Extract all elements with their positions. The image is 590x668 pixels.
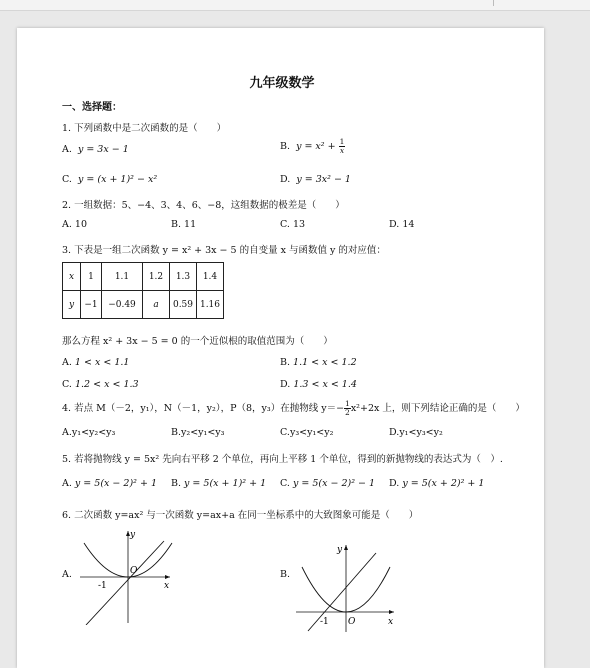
q1-option-b[interactable] [280, 138, 345, 155]
q4-stem-prefix: 4. 若点 M（－2，y₁），N（－1，y₂），P（8，y₃）在抛物线 y＝− [62, 403, 345, 414]
q5-option-d[interactable] [389, 478, 484, 489]
option-expr: y₂<y₁<y₃ [181, 427, 225, 438]
option-expr: 1.3 < x < 1.4 [293, 379, 357, 390]
option-expr: y₁<y₂<y₃ [71, 427, 116, 438]
y-axis-arrow [344, 545, 348, 550]
q4-option-a[interactable] [62, 427, 115, 438]
q5-option-c[interactable] [280, 478, 375, 489]
q5-option-a[interactable] [62, 478, 157, 489]
q6-option-a-label[interactable]: A. [62, 569, 72, 580]
q2-option-c[interactable] [280, 219, 305, 230]
option-label: D. [389, 478, 400, 489]
option-expr: y₁<y₃<y₂ [399, 427, 443, 438]
q3-option-a[interactable] [62, 357, 129, 368]
option-label: D. [280, 174, 291, 185]
option-label: A. [62, 478, 72, 489]
page-title: 九年级数学 [249, 76, 315, 91]
section-heading: 一、选择题： [62, 102, 122, 113]
table-cell: 1 [81, 263, 102, 291]
option-expr: y = 5(x − 2)² − 1 [292, 478, 376, 489]
option-label: C. [62, 174, 72, 185]
option-expr: 1.2 < x < 1.3 [74, 379, 139, 390]
tick-label: -1 [320, 617, 329, 627]
viewer-toolbar [0, 0, 590, 11]
q6-option-b-label[interactable]: B. [280, 569, 291, 580]
option-value: 14 [402, 219, 415, 230]
option-expr: 1 < x < 1.1 [74, 357, 130, 368]
q2-option-d[interactable] [389, 219, 414, 230]
option-expr: 1.1 < x < 1.2 [293, 357, 357, 368]
option-label: B. [171, 478, 182, 489]
q6-option-b-graph[interactable] [292, 539, 397, 634]
fraction-denominator: x [339, 146, 345, 155]
option-label: A. [62, 357, 72, 368]
x-axis-arrow [165, 575, 170, 579]
q3-followup: 那么方程 x² + 3x − 5 = 0 的一个近似根的取值范围为（ ） [62, 336, 333, 347]
option-expr: y = 5(x − 2)² + 1 [74, 478, 157, 489]
option-expr: y₃<y₁<y₂ [289, 427, 334, 438]
option-label: A. [62, 219, 72, 230]
q1-option-a[interactable] [62, 144, 129, 155]
option-label: C. [280, 219, 290, 230]
option-expr: y = 3x² − 1 [296, 174, 351, 185]
q4-stem-suffix: x²+2x 上，则下列结论正确的是（ ） [350, 403, 525, 414]
option-expr: y = x² + [296, 141, 339, 152]
option-label: B. [280, 141, 291, 152]
x-axis-arrow [389, 610, 394, 614]
fraction-numerator: 1 [339, 137, 345, 146]
y-axis-label: y [130, 530, 136, 540]
fraction [344, 400, 351, 417]
x-axis-label: x [388, 617, 394, 627]
fraction [339, 138, 346, 155]
y-axis-label: y [337, 545, 343, 555]
option-value: 10 [74, 219, 88, 230]
table-row [63, 263, 224, 291]
q5-option-b[interactable] [171, 478, 266, 489]
option-label: A. [62, 427, 72, 438]
table-cell: −1 [81, 291, 102, 319]
q1-option-c[interactable] [62, 174, 157, 185]
option-label: C. [280, 478, 290, 489]
q4-option-c[interactable] [280, 427, 333, 438]
q6-stem: 6. 二次函数 y=ax² 与一次函数 y=ax+a 在同一坐标系中的大致图象可能是（ ） [62, 510, 419, 521]
q4-option-b[interactable] [171, 427, 224, 438]
option-label: D. [280, 379, 291, 390]
q3-option-b[interactable] [280, 357, 357, 368]
table-cell: x [63, 263, 81, 291]
origin-label: O [348, 617, 356, 627]
option-value: 11 [184, 219, 197, 230]
option-expr: y = (x + 1)² − x² [78, 174, 158, 185]
q3-option-c[interactable] [62, 379, 139, 390]
option-label: D. [389, 219, 400, 230]
table-cell: 1.2 [143, 263, 170, 291]
option-label: B. [280, 357, 291, 368]
table-cell: 1.1 [102, 263, 143, 291]
values-table [62, 262, 224, 319]
tick-label: -1 [98, 581, 107, 591]
option-expr: y = 3x − 1 [77, 144, 129, 155]
table-cell: 1.16 [197, 291, 224, 319]
q3-option-d[interactable] [280, 379, 357, 390]
origin-label: O [130, 566, 138, 576]
option-value: 13 [292, 219, 306, 230]
option-label: B. [171, 219, 182, 230]
table-cell: a [143, 291, 170, 319]
table-cell: −0.49 [102, 291, 143, 319]
option-expr: y = 5(x + 1)² + 1 [184, 478, 267, 489]
table-cell: 1.4 [197, 263, 224, 291]
table-cell: 0.59 [170, 291, 197, 319]
q5-stem: 5. 若将抛物线 y = 5x² 先向右平移 2 个单位，再向上平移 1 个单位，得到的新抛物线的表达式为（ ）. [62, 454, 503, 465]
x-axis-label: x [164, 581, 170, 591]
q2-option-a[interactable] [62, 219, 87, 230]
option-label: B. [171, 427, 182, 438]
q6-option-a-graph[interactable] [74, 525, 174, 625]
table-row [63, 291, 224, 319]
q2-stem: 2. 一组数据：5、−4、3、4、6、−8，这组数据的极差是（ ） [62, 200, 345, 211]
document-page[interactable] [17, 28, 544, 668]
fraction-denominator: 2 [345, 408, 350, 417]
q2-option-b[interactable] [171, 219, 196, 230]
q4-option-d[interactable] [389, 427, 443, 438]
option-label: A. [62, 144, 72, 155]
table-cell: 1.3 [170, 263, 197, 291]
q1-option-d[interactable] [280, 174, 351, 185]
option-label: C. [62, 379, 72, 390]
option-label: D. [389, 427, 400, 438]
table-cell: y [63, 291, 81, 319]
option-label: C. [280, 427, 290, 438]
toolbar-divider [493, 0, 494, 6]
q3-stem: 3. 下表是一组二次函数 y = x² + 3x − 5 的自变量 x 与函数值 y 的对应值： [62, 245, 386, 256]
option-expr: y = 5(x + 2)² + 1 [402, 478, 485, 489]
linear-graph [308, 553, 376, 631]
q1-stem: 1. 下列函数中是二次函数的是（ ） [62, 123, 227, 134]
fraction-numerator: 1 [345, 399, 350, 408]
q4-stem [62, 400, 525, 417]
